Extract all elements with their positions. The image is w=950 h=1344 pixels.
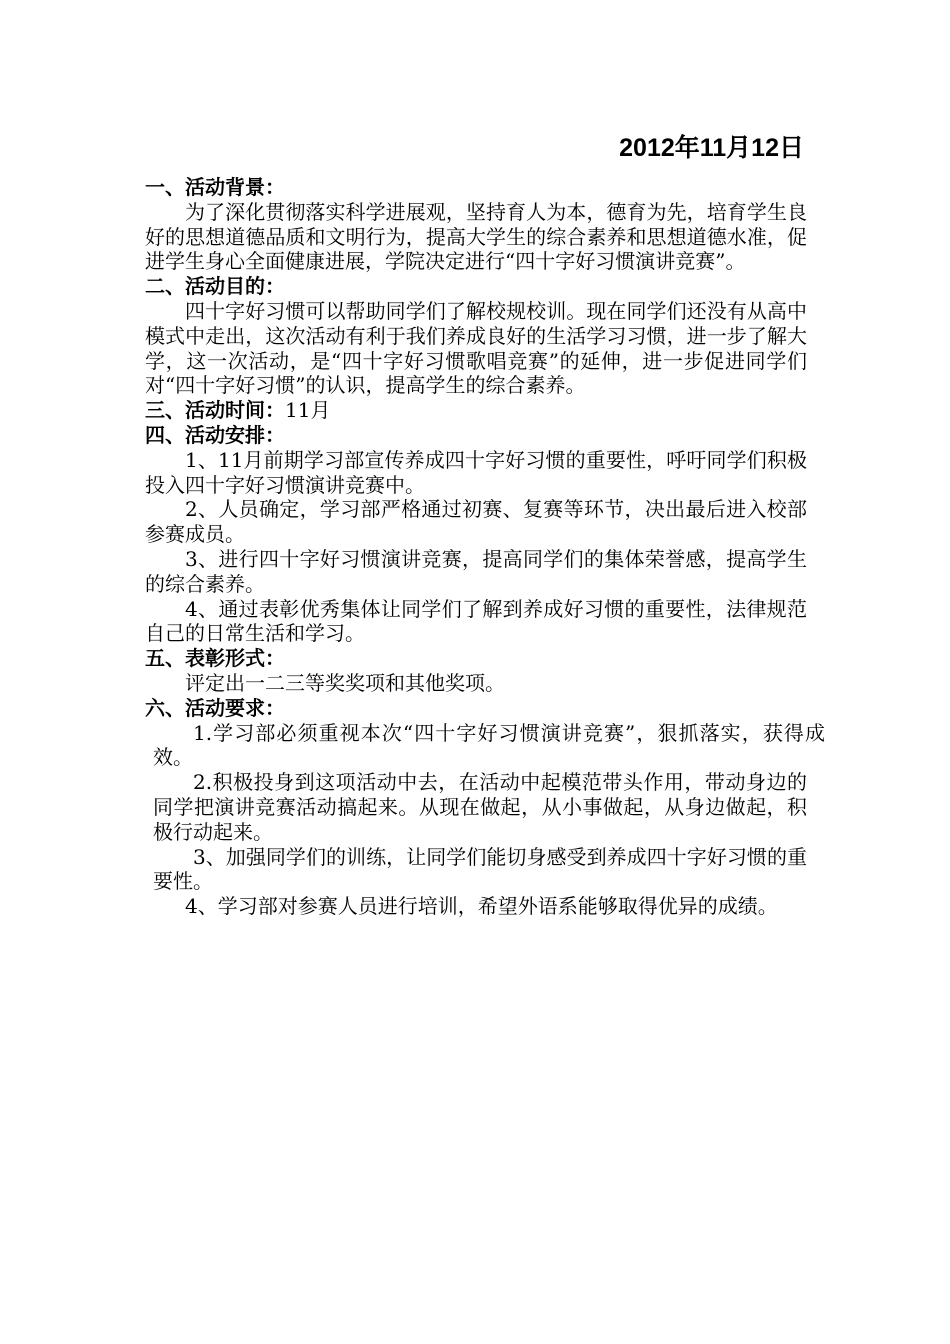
section-heading-background: 一、活动背景： [145, 175, 285, 199]
section-paragraph: 2、人员确定，学习部严格通过初赛、复赛等环节，决出最后进入校部参赛成员。 [145, 497, 807, 547]
section-paragraph: 四十字好习惯可以帮助同学们了解校规校训。现在同学们还没有从高中模式中走出，这次活动有利于我们养成良好的生活学习习惯，进一步了解大学，这一次活动，是“四十字好习惯歌唱竞赛”的延伸，进一步促进同学们对“四十字好习惯”的认识，提高学生的综合素养。 [145, 298, 807, 398]
section-heading-requirements: 六、活动要求： [145, 695, 285, 720]
section-heading-commendation: 五、表彰形式： [145, 646, 285, 671]
section-heading-purpose: 二、活动目的： [145, 274, 285, 299]
section-time-value: 11月 [285, 398, 331, 423]
section-paragraph: 3、加强同学们的训练，让同学们能切身感受到养成四十字好习惯的重要性。 [153, 844, 807, 894]
section-paragraph: 4、学习部对参赛人员进行培训，希望外语系能够取得优异的成绩。 [185, 894, 778, 919]
section-paragraph: 为了深化贯彻落实科学进展观，坚持育人为本，德育为先，培育学生良好的思想道德品质和文明行为，提高大学生的综合素养和思想道德水准，促进学生身心全面健康进展，学院决定进行“四十字好习惯演讲竞赛”。 [145, 199, 807, 274]
section-paragraph: 2.积极投身到这项活动中去，在活动中起模范带头作用，带动身边的同学把演讲竞赛活动搞起来。从现在做起，从小事做起，从身边做起，积极行动起来。 [153, 770, 807, 844]
section-paragraph: 1、11月前期学习部宣传养成四十字好习惯的重要性，呼吁同学们积极投入四十字好习惯演讲竞赛中。 [145, 447, 807, 497]
section-paragraph: 3、进行四十字好习惯演讲竞赛，提高同学们的集体荣誉感，提高学生的综合素养。 [145, 546, 807, 596]
section-paragraph: 4、通过表彰优秀集体让同学们了解到养成好习惯的重要性，法律规范自己的日常生活和学习。 [145, 596, 807, 646]
section-heading-time [145, 398, 807, 423]
section-paragraph: 评定出一二三等奖奖项和其他奖项。 [185, 670, 505, 695]
document-body [145, 175, 825, 919]
document-date: 2012年11月12日 [619, 134, 804, 162]
section-heading-arrangement: 四、活动安排： [145, 422, 285, 447]
section-paragraph: 1.学习部必须重视本次“四十字好习惯演讲竞赛”，狠抓落实，获得成效。 [153, 720, 825, 770]
section-heading-time-label: 三、活动时间： [145, 398, 285, 423]
